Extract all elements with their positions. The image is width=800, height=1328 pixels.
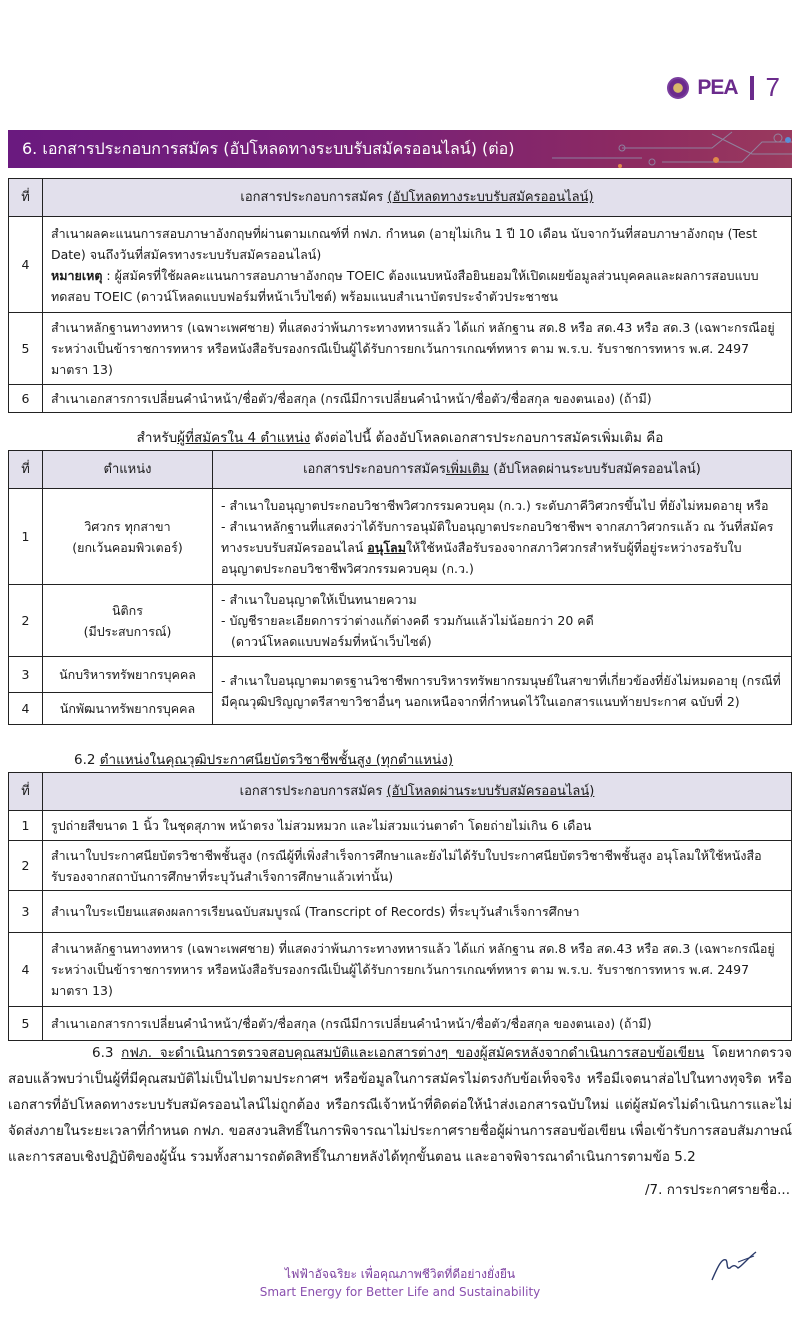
position-name: นิติกร: [112, 602, 143, 618]
row-text: สำเนาเอกสารการเปลี่ยนคำนำหน้า/ชื่อตัว/ชื่อสกุล (กรณีมีการเปลี่ยนคำนำหน้า/ชื่อตัว/ชื่อสกุล ของตนเอง) (ถ้ามี): [43, 1007, 792, 1041]
col-header-additional-docs: [213, 451, 792, 489]
table-row: [9, 891, 792, 933]
row-text: [43, 217, 792, 313]
header-logo-area: [667, 72, 780, 103]
row-text: สำเนาใบระเบียนแสดงผลการเรียนฉบับสมบูรณ์ (Transcript of Records) ที่ระบุวันสำเร็จการศึกษา: [43, 891, 792, 933]
note-underlined: ผู้ที่สมัครใน 4 ตำแหน่ง: [177, 430, 311, 446]
pea-emblem-icon: [667, 77, 689, 99]
section-number: 6.2: [74, 752, 100, 768]
col-header-position: ตำแหน่ง: [43, 451, 213, 489]
row-main-text: สำเนาผลคะแนนการสอบภาษาอังกฤษที่ผ่านตามเกณฑ์ที่ กฟภ. กำหนด (อายุไม่เกิน 1 ปี 10 เดือน นับจากวันที่สอบภาษาอังกฤษ (Test Date) จนถึงวันที่สมัครทางระบบรับสมัครออนไลน์): [51, 225, 758, 262]
table-row: [9, 385, 792, 413]
note-text: : ผู้สมัครที่ใช้ผลคะแนนการสอบภาษาอังกฤษ TOEIC ต้องแนบหนังสือยินยอมให้เปิดเผยข้อมูลส่วนบุคคลและผลการสอบแบบทดสอบ TOEIC (ดาวน์โหลดแบบฟอร์มที่หน้าเว็บไซต์) พร้อมแนบสำเนาบัตรประจำตัวประชาชน: [51, 267, 759, 304]
row-text: สำเนาหลักฐานทางทหาร (เฉพาะเพศชาย) ที่แสดงว่าพ้นภาระทางทหารแล้ว ได้แก่ หลักฐาน สด.8 หรือ สด.43 หรือ สด.3 (เฉพาะกรณีอยู่ระหว่างเป็นข้าราชการทหาร หรือหนังสือรับรองกรณีเป็นผู้ได้รับการยกเว้นการเกณฑ์ทหาร ตาม พ.ร.บ. รับราชการทหาร พ.ศ. 2497 มาตรา 13): [43, 313, 792, 385]
position-name: นักพัฒนาทรัพยากรบุคคล: [43, 693, 213, 725]
docs-cell: - สำเนาใบอนุญาตมาตรฐานวิชาชีพการบริหารทรัพยากรมนุษย์ในสาขาที่เกี่ยวข้องที่ยังไม่หมดอายุ (กรณีที่มีคุณวุฒิปริญญาตรีสาขาวิชาอื่นๆ นอกเหนือจากที่กำหนดไว้ในเอกสารแนบท้ายประกาศ ฉบับที่ 2): [213, 657, 792, 725]
pea-logo-text: PEA: [697, 75, 738, 99]
documents-table-main: [8, 178, 792, 413]
doc-item-text: ให้ใช้หนังสือรับรองจากสภาวิศวกรสำหรับผู้ที่อยู่ระหว่างรอรับใบอนุญาตประกอบวิชาชีพวิศวกรรมควบคุม (ก.ว.): [221, 539, 742, 576]
row-number: 4: [9, 217, 43, 313]
row-number: 1: [9, 811, 43, 841]
divider: [750, 76, 754, 100]
row-number: 6: [9, 385, 43, 413]
footer: [0, 1265, 800, 1301]
table-row: [9, 313, 792, 385]
section-6-3-paragraph: [8, 1040, 792, 1170]
page-number: 7: [765, 72, 780, 102]
additional-documents-table: [8, 450, 792, 725]
section-body: โดยหากตรวจสอบแล้วพบว่าเป็นผู้ที่มีคุณสมบัติไม่เป็นไปตามประกาศฯ หรือข้อมูลในการสมัครไม่ตรงกับข้อเท็จจริง หรือมีเจตนาส่อไปในทางทุจริต หรือเอกสารที่อัปโหลดทางระบบรับสมัครออนไลน์ไม่ถูกต้อง หรือกรณีเจ้าหน้าที่ติดต่อให้นำส่งเอกสารฉบับใหม่ แต่ผู้สมัครไม่ดำเนินการและไม่จัดส่งภายในระยะเวลาที่กำหนด กฟภ. ขอสงวนสิทธิ์ในการพิจารณาไม่ประกาศรายชื่อผู้ผ่านการสอบข้อเขียน เพื่อเข้ารับการสอบสัมภาษณ์และการสอบเชิงปฏิบัติของผู้นั้น รวมทั้งสามารถตัดสิทธิ์ในภายหลังได้ทุกขั้นตอน และอาจพิจารณาดำเนินการตามข้อ 5.2: [8, 1045, 792, 1165]
doc-item: [221, 519, 773, 576]
section-lead: กฟภ. จะดำเนินการตรวจสอบคุณสมบัติและเอกสารต่างๆ ของผู้สมัครหลังจากดำเนินการสอบข้อเขียน: [121, 1045, 705, 1061]
col-header-doc-underlined: (อัปโหลดทางระบบรับสมัครออนไลน์): [387, 190, 594, 205]
row-number: 5: [9, 313, 43, 385]
row-number: 2: [9, 841, 43, 891]
col-header-doc-underlined: (อัปโหลดผ่านระบบรับสมัครออนไลน์): [386, 784, 595, 799]
row-text: สำเนาหลักฐานทางทหาร (เฉพาะเพศชาย) ที่แสดงว่าพ้นภาระทางทหารแล้ว ได้แก่ หลักฐาน สด.8 หรือ สด.43 หรือ สด.3 (เฉพาะกรณีอยู่ระหว่างเป็นข้าราชการทหาร หรือหนังสือรับรองกรณีเป็นผู้ได้รับการยกเว้นการเกณฑ์ทหาร ตาม พ.ร.บ. รับราชการทหาร พ.ศ. 2497 มาตรา 13): [43, 933, 792, 1007]
row-number: 1: [9, 489, 43, 585]
docs-cell: [213, 489, 792, 585]
footer-slogan-thai: ไฟฟ้าอัจฉริยะ เพื่อคุณภาพชีวิตที่ดีอย่างยั่งยืน: [284, 1267, 516, 1281]
note-prefix: สำหรับ: [136, 430, 178, 446]
table-row: [9, 933, 792, 1007]
position-qualifier: (มีประสบการณ์): [83, 623, 172, 639]
position-cell: [43, 489, 213, 585]
col-header-doc-text: เอกสารประกอบการสมัคร: [239, 784, 387, 799]
section-6-2-heading: [74, 748, 453, 770]
doc-item: - บัญชีรายละเอียดการว่าต่างแก้ต่างคดี รวมกันแล้วไม่น้อยกว่า 20 คดี: [221, 613, 594, 628]
doc-item-note: (ดาวน์โหลดแบบฟอร์มที่หน้าเว็บไซต์): [231, 634, 432, 649]
col-header-doc-text: เอกสารประกอบการสมัคร: [303, 462, 446, 477]
position-name: นักบริหารทรัพยากรบุคคล: [43, 657, 213, 693]
col-header-documents: [43, 179, 792, 217]
section-number: 6.3: [92, 1045, 122, 1061]
col-header-doc-underlined: เพิ่มเติม: [445, 462, 489, 477]
docs-cell: [213, 585, 792, 657]
table-row: [9, 585, 792, 657]
row-text: สำเนาเอกสารการเปลี่ยนคำนำหน้า/ชื่อตัว/ชื่อสกุล (กรณีมีการเปลี่ยนคำนำหน้า/ชื่อตัว/ชื่อสกุล ของตนเอง) (ถ้ามี): [43, 385, 792, 413]
row-number: 2: [9, 585, 43, 657]
circuit-decoration-icon: [552, 130, 792, 168]
table-row: [9, 1007, 792, 1041]
col-header-documents: [43, 773, 792, 811]
col-header-no: ที่: [9, 773, 43, 811]
position-qualifier: (ยกเว้นคอมพิวเตอร์): [72, 539, 183, 555]
col-header-no: ที่: [9, 179, 43, 217]
row-text: รูปถ่ายสีขนาด 1 นิ้ว ในชุดสุภาพ หน้าตรง ไม่สวมหมวก และไม่สวมแว่นตาดำ โดยถ่ายไม่เกิน 6 เดือน: [43, 811, 792, 841]
col-header-doc-text: เอกสารประกอบการสมัคร: [240, 190, 388, 205]
section-title-bar: [8, 130, 792, 168]
table-row: [9, 841, 792, 891]
extra-docs-note: [0, 426, 800, 448]
table-row: [9, 657, 792, 693]
row-number: 3: [9, 657, 43, 693]
table-header-row: [9, 773, 792, 811]
doc-item: - สำเนาใบอนุญาตประกอบวิชาชีพวิศวกรรมควบคุม (ก.ว.) ระดับภาคีวิศวกรขึ้นไป ที่ยังไม่หมดอายุ หรือ: [221, 497, 769, 513]
table-row: [9, 489, 792, 585]
position-name: วิศวกร ทุกสาขา: [84, 518, 171, 534]
section-title: ตำแหน่งในคุณวุฒิประกาศนียบัตรวิชาชีพชั้นสูง (ทุกตำแหน่ง): [99, 752, 454, 768]
next-page-reference: /7. การประกาศรายชื่อ...: [644, 1182, 790, 1198]
diploma-documents-table: [8, 772, 792, 1041]
position-cell: [43, 585, 213, 657]
row-number: 4: [9, 933, 43, 1007]
row-number: 4: [9, 693, 43, 725]
table-row: [9, 217, 792, 313]
table-row: [9, 811, 792, 841]
row-text: สำเนาใบประกาศนียบัตรวิชาชีพชั้นสูง (กรณีผู้ที่เพิ่งสำเร็จการศึกษาและยังไม่ได้รับใบประกาศนียบัตรวิชาชีพชั้นสูง อนุโลมให้ใช้หนังสือรับรองจากสถาบันการศึกษาที่ระบุวันสำเร็จการศึกษาแล้วเท่านั้น): [43, 841, 792, 891]
doc-item-text: - สำเนาหลักฐานที่แสดงว่าได้รับการอนุมัติใบอนุญาตประกอบวิชาชีพฯ จากสภาวิศวกรแล้ว ณ วันที่สมัครทางระบบรับสมัครออนไลน์: [221, 518, 774, 555]
note-suffix: ดังต่อไปนี้ ต้องอัปโหลดเอกสารประกอบการสมัครเพิ่มเติม คือ: [310, 430, 664, 446]
col-header-doc-suffix: (อัปโหลดผ่านระบบรับสมัครออนไลน์): [488, 462, 701, 477]
table-header-row: [9, 451, 792, 489]
doc-item-emphasis: อนุโลม: [367, 539, 406, 555]
section-title: 6. เอกสารประกอบการสมัคร (อัปโหลดทางระบบรับสมัครออนไลน์) (ต่อ): [22, 138, 515, 158]
note-label: หมายเหตุ: [51, 267, 103, 283]
col-header-no: ที่: [9, 451, 43, 489]
table-header-row: [9, 179, 792, 217]
row-number: 3: [9, 891, 43, 933]
row-number: 5: [9, 1007, 43, 1041]
doc-item: - สำเนาใบอนุญาตให้เป็นทนายความ: [221, 592, 417, 607]
footer-slogan-english: Smart Energy for Better Life and Sustainability: [259, 1285, 541, 1299]
